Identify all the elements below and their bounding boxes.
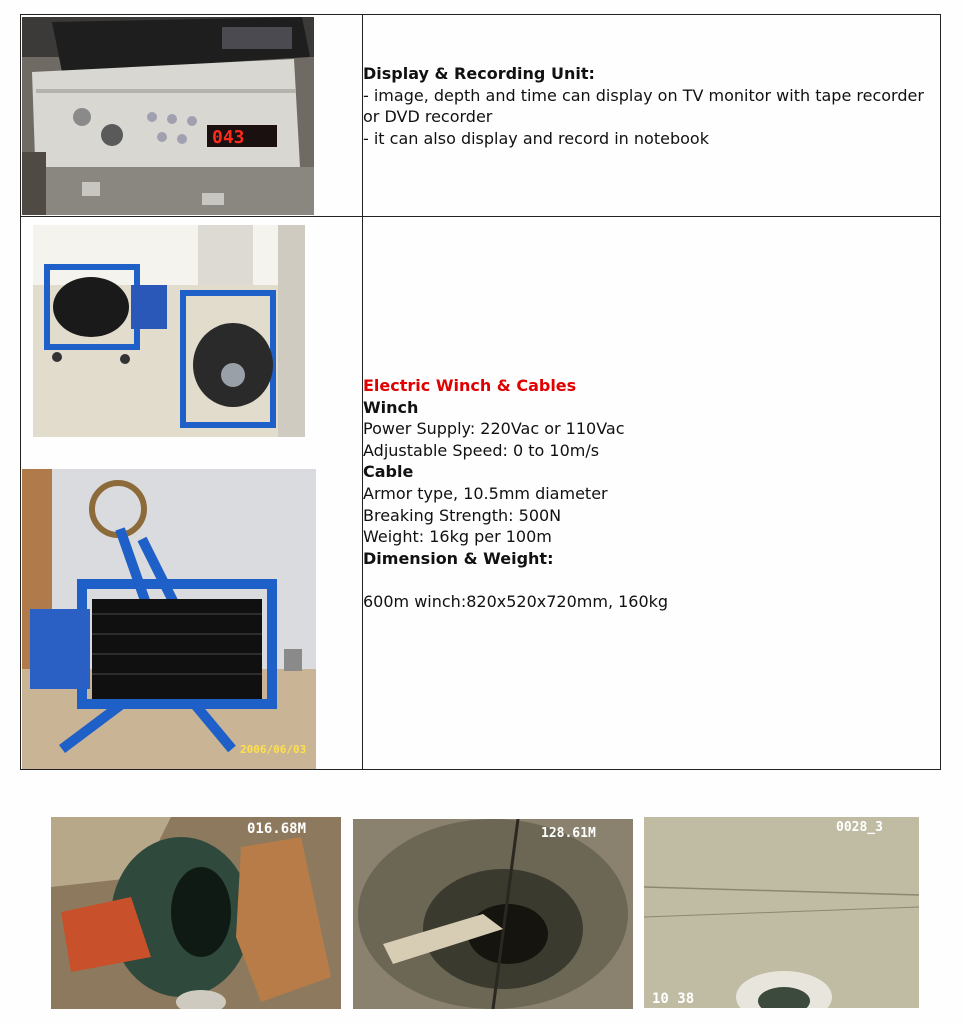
borehole-image-1 [51, 817, 341, 1009]
winch-closeup-photo [22, 469, 316, 769]
svg-text:043: 043 [212, 127, 245, 148]
dimension-line: 600m winch:820x520x720mm, 160kg [363, 591, 669, 611]
winch-text [363, 375, 941, 613]
borehole-image-3 [644, 817, 919, 1008]
display-unit-photo [22, 17, 314, 215]
cable-label: Cable [363, 462, 414, 482]
dimension-label: Dimension & Weight: [363, 548, 554, 568]
borehole-image-2 [353, 819, 633, 1009]
display-unit-text [363, 63, 941, 149]
svg-text:0028_3: 0028_3 [836, 820, 883, 835]
display-unit-title: Display & Recording Unit: [363, 64, 595, 83]
svg-text:10 38: 10 38 [652, 991, 695, 1007]
svg-text:128.61M: 128.61M [541, 826, 596, 841]
winch-room-photo [33, 225, 305, 437]
column-divider [362, 15, 363, 769]
svg-text:2006/06/03: 2006/06/03 [240, 743, 307, 756]
display-unit-line-2: - it can also display and record in notebook [363, 128, 709, 148]
winch-speed-line: Adjustable Speed: 0 to 10m/s [363, 440, 600, 460]
winch-label: Winch [363, 397, 419, 417]
spec-table [20, 14, 941, 770]
winch-power-line: Power Supply: 220Vac or 110Vac [363, 419, 625, 439]
winch-heading: Electric Winch & Cables [363, 376, 577, 395]
display-unit-row [21, 15, 940, 217]
svg-text:016.68M: 016.68M [247, 821, 307, 837]
winch-row [21, 217, 940, 769]
cable-armor-line: Armor type, 10.5mm diameter [363, 483, 608, 503]
cable-weight-line: Weight: 16kg per 100m [363, 527, 552, 547]
cable-strength-line: Breaking Strength: 500N [363, 505, 562, 525]
display-unit-line-1: - image, depth and time can display on TV monitor with tape recorder or DVD recorder [363, 85, 924, 127]
blank-line [363, 569, 941, 591]
